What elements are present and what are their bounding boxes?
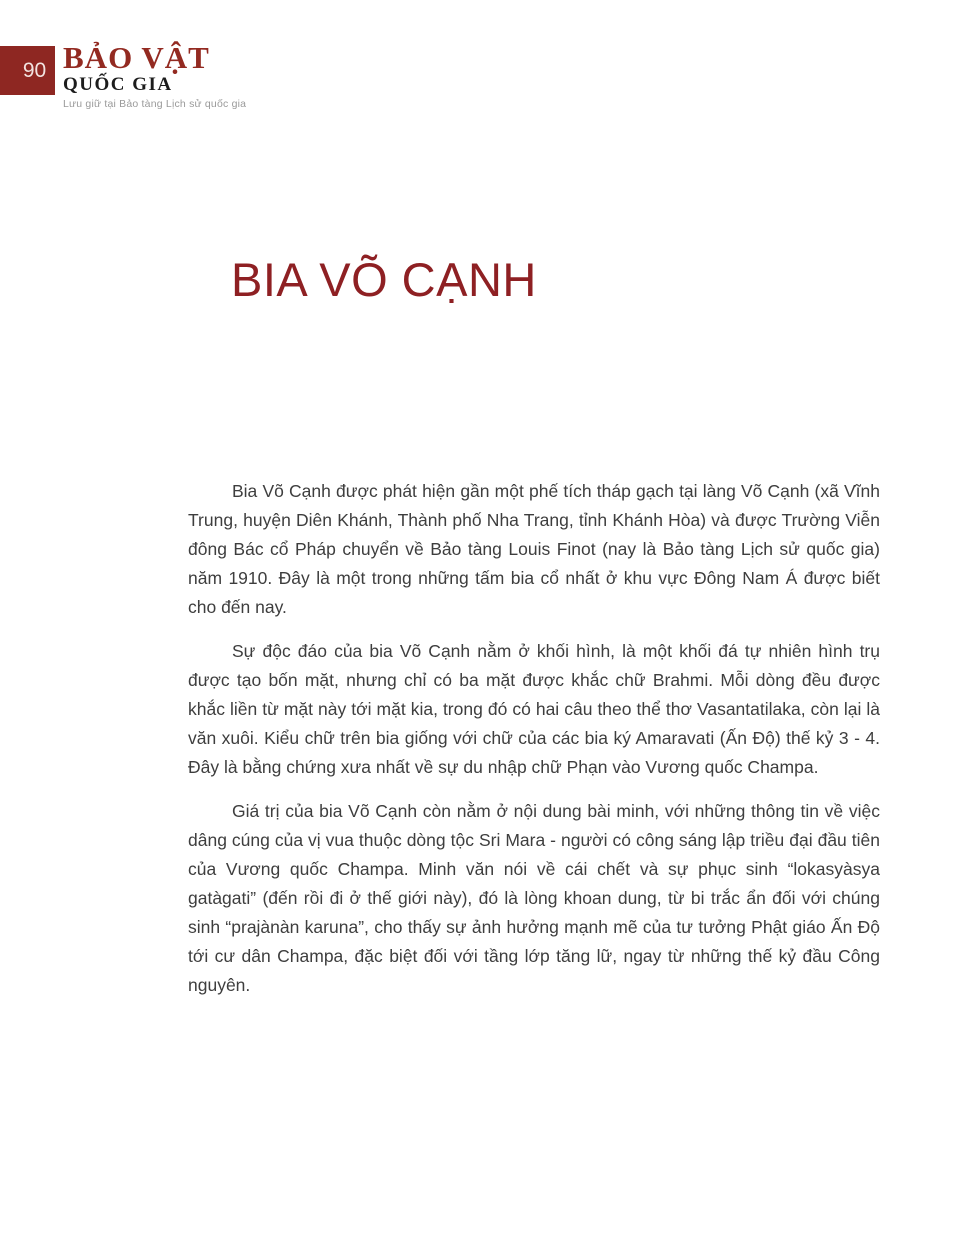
paragraph-uniqueness: Sự độc đáo của bia Võ Cạnh nằm ở khối hình, là một khối đá tự nhiên hình trụ được tạo bốn mặt, nhưng chỉ có ba mặt được khắc chữ Brahmi. Mỗi dòng đều được khắc liền từ mặt này tới mặt kia, trong đó có hai câu theo thể thơ Vasantatilaka, còn lại là văn xuôi. Kiểu chữ trên bia giống với chữ của các bia ký Amaravati (Ấn Độ) thế kỷ 3 - 4. Đây là bằng chứng xưa nhất về sự du nhập chữ Phạn vào Vương quốc Champa. (188, 641, 880, 777)
paragraph-value: Giá trị của bia Võ Cạnh còn nằm ở nội dung bài minh, với những thông tin về việc dâng cúng của vị vua thuộc dòng tộc Sri Mara - người có công sáng lập triều đại đầu tiên của Vương quốc Champa. Minh văn nói về cái chết và sự phục sinh “lokasyàsya gatàgati” (đến rồi đi ở thế giới này), đó là lòng khoan dung, từ bi trắc ẩn đối với chúng sinh “prajànàn karuna”, cho thấy sự ảnh hưởng mạnh mẽ của tư tưởng Phật giáo Ấn Độ tới cư dân Champa, đặc biệt đối với tầng lớp tăng lữ, ngay từ những thế kỷ đầu Công nguyên. (188, 801, 880, 995)
logo-tagline: Lưu giữ tại Bảo tàng Lịch sử quốc gia (63, 98, 247, 110)
paragraph-discovery: Bia Võ Cạnh được phát hiện gần một phế tích tháp gạch tại làng Võ Cạnh (xã Vĩnh Trung, huyện Diên Khánh, Thành phố Nha Trang, tỉnh Khánh Hòa) và được Trường Viễn đông Bác cổ Pháp chuyển về Bảo tàng Louis Finot (nay là Bảo tàng Lịch sử quốc gia) năm 1910. Đây là một trong những tấm bia cổ nhất ở khu vực Đông Nam Á được biết cho đến nay. (188, 481, 880, 617)
page-number-badge (0, 46, 55, 95)
logo-title: BẢO VẬT (63, 40, 210, 75)
national-treasure-logo (63, 42, 246, 110)
article-body (188, 477, 880, 1015)
page-number: 90 (22, 59, 47, 82)
article-title: BIA VÕ CẠNH (231, 253, 537, 306)
logo-subtitle: QUỐC GIA (63, 74, 173, 95)
